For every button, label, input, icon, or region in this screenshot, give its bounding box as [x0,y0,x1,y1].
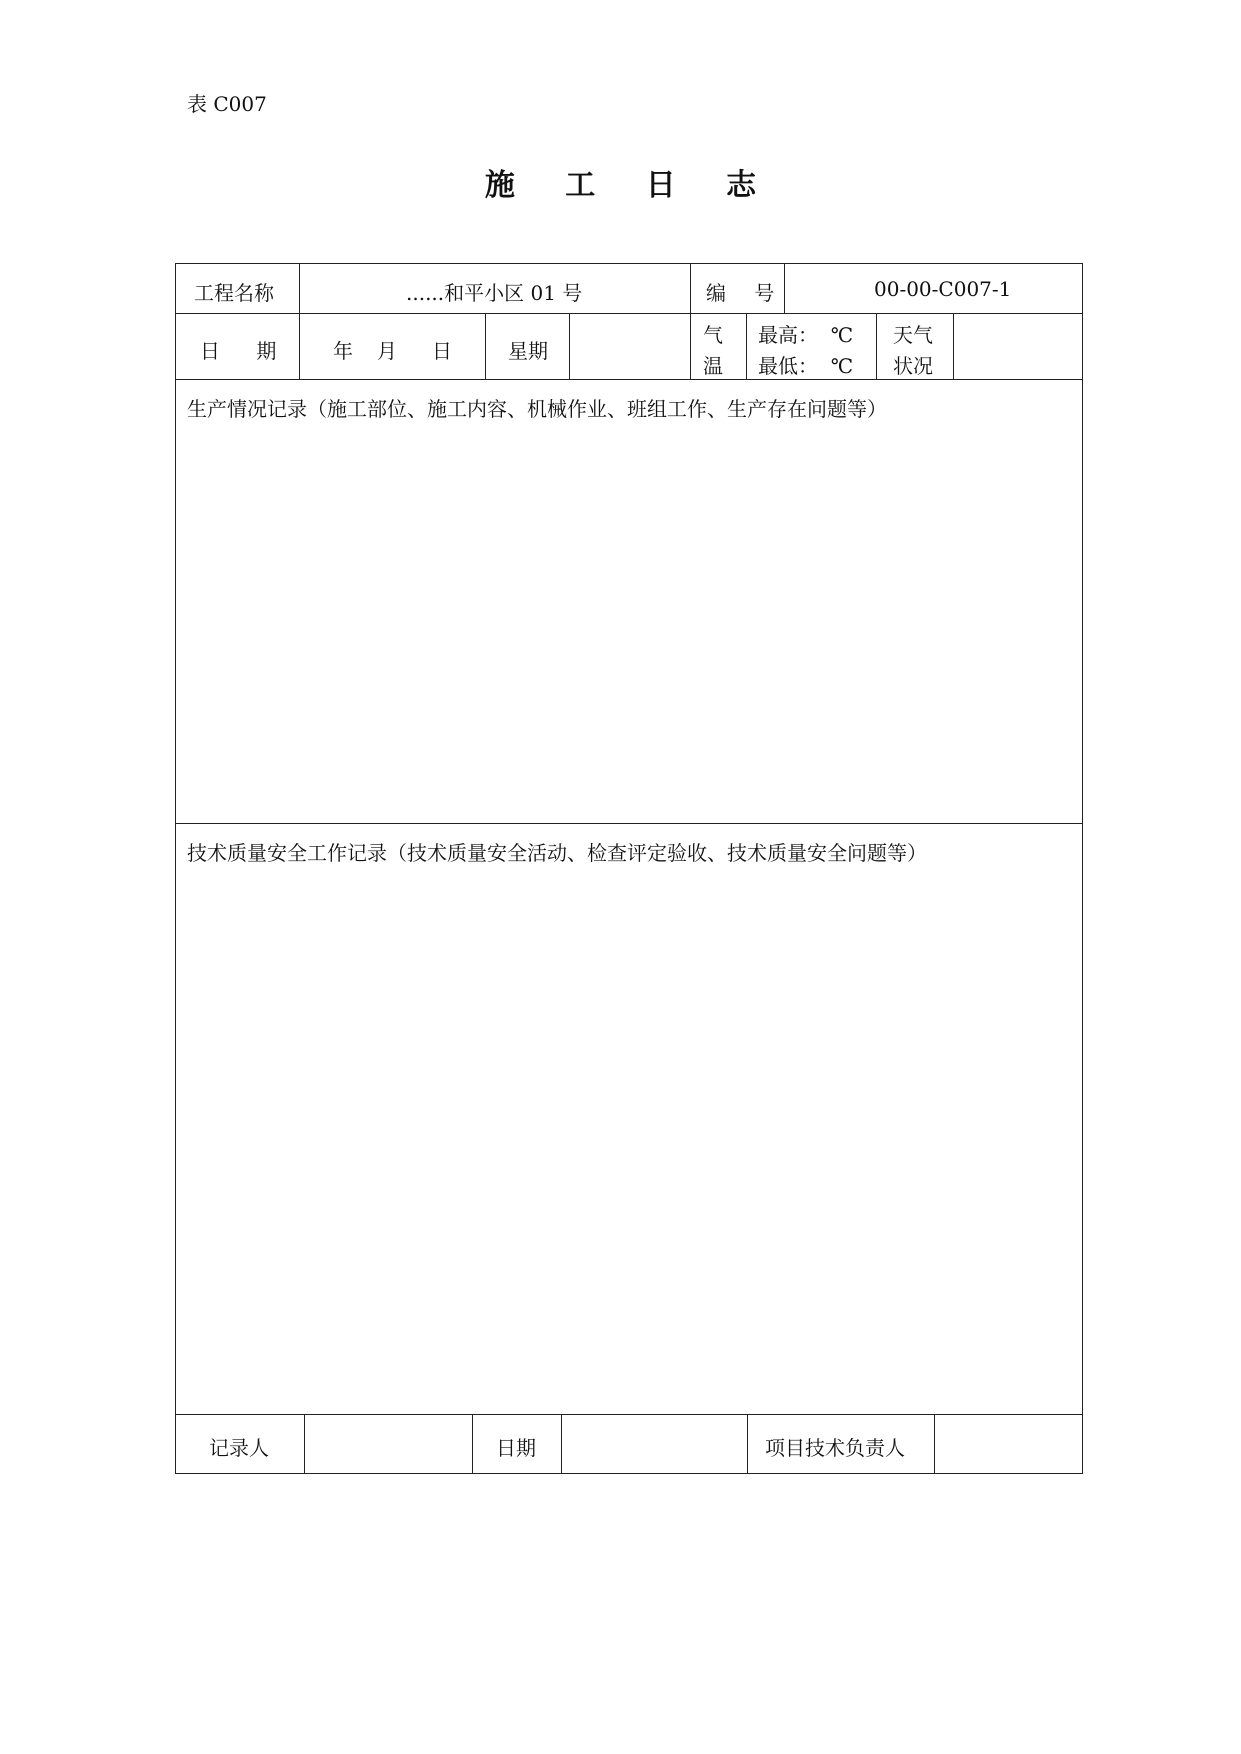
month-label: 月 [377,339,397,363]
weather-label-line2: 状况 [893,354,933,378]
date-label: 日 期 [200,339,277,363]
project-name-label: 工程名称 [194,281,274,305]
weekday-label-cell [485,313,570,380]
temperature-label-cell [690,313,747,380]
sign-date-label: 日期 [496,1436,536,1460]
number-value: 00-00-C007-1 [874,277,1012,301]
temperature-label-line1: 气 [703,323,723,347]
weather-label-line1: 天气 [893,323,933,347]
number-label: 编 号 [706,281,775,305]
recorder-label: 记录人 [209,1436,269,1460]
production-record-area[interactable] [175,379,1083,824]
form-code: 表 C007 [187,92,267,116]
quality-safety-record-label: 技术质量安全工作记录（技术质量安全活动、检查评定验收、技术质量安全问题等） [187,841,927,865]
page-title: 施 工 日 志 [484,168,777,203]
recorder-value-cell[interactable] [304,1414,473,1474]
project-name-value-cell[interactable] [299,263,691,314]
number-label-cell [690,263,785,314]
tech-lead-label: 项目技术负责人 [765,1436,905,1460]
day-label: 日 [432,339,452,363]
date-label-cell [175,313,300,380]
temperature-label-line2: 温 [703,354,723,378]
date-value-cell[interactable] [299,313,486,380]
weather-label-cell [876,313,954,380]
temperature-value-cell[interactable] [746,313,877,380]
quality-safety-record-area[interactable] [175,823,1083,1415]
temperature-low: 最低： ℃ [758,354,854,378]
sign-date-value-cell[interactable] [561,1414,748,1474]
number-value-cell[interactable] [784,263,1083,314]
temperature-high: 最高： ℃ [758,323,854,347]
weather-value-cell[interactable] [953,313,1083,380]
tech-lead-value-cell[interactable] [934,1414,1083,1474]
tech-lead-label-cell [747,1414,935,1474]
sign-date-label-cell [472,1414,562,1474]
recorder-label-cell [175,1414,305,1474]
weekday-value-cell[interactable] [569,313,691,380]
production-record-label: 生产情况记录（施工部位、施工内容、机械作业、班组工作、生产存在问题等） [187,397,887,421]
project-name-label-cell [175,263,300,314]
year-label: 年 [333,339,353,363]
project-name-value: ......和平小区 01 号 [406,281,583,305]
weekday-label: 星期 [508,339,548,363]
